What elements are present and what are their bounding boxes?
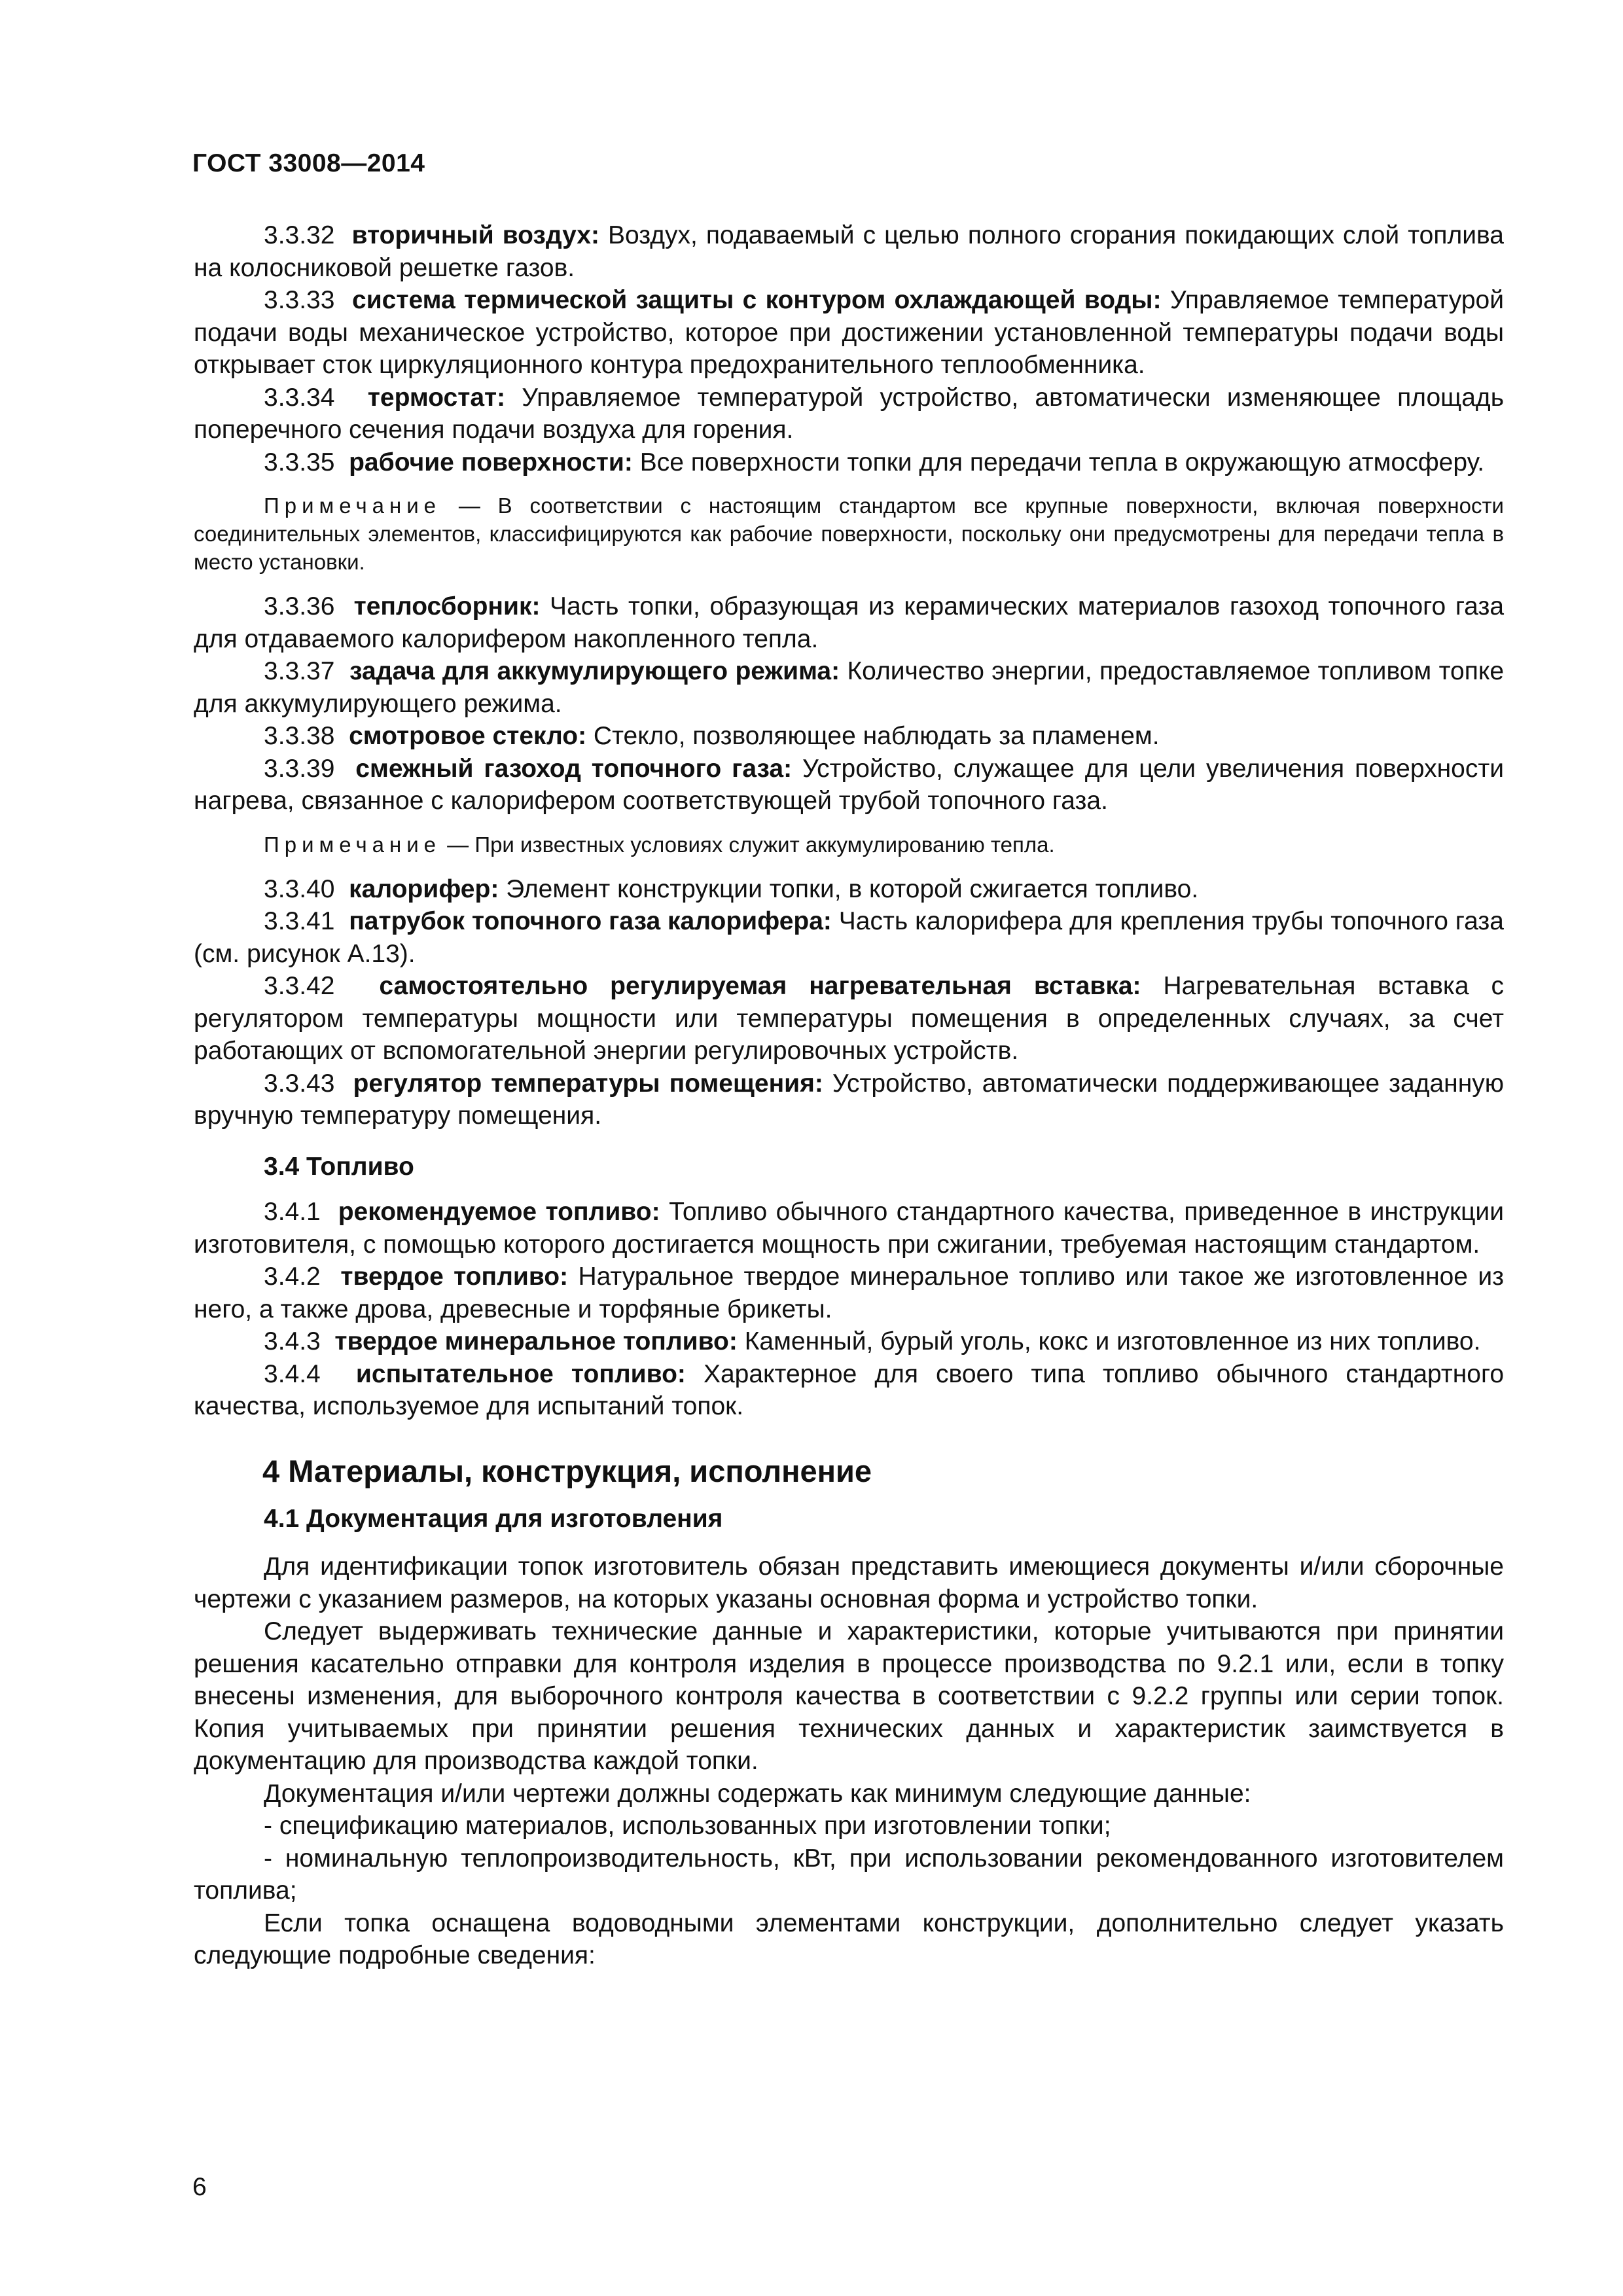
definition-3-3-35 (194, 446, 1504, 479)
def-term: испытательное топливо: (355, 1359, 686, 1388)
def-number: 3.3.34 (264, 383, 335, 412)
def-number: 3.4.3 (264, 1327, 321, 1355)
def-number: 3.3.42 (264, 972, 335, 1000)
list-item: - номинальную теплопроизводительность, кВт, при использовании рекомендованного изготовителем топлива; (194, 1844, 1504, 1905)
def-text: Характерное для своего типа топливо обычного стандартного качества, используемое для испытаний топок. (194, 1359, 1505, 1420)
def-text: Нагревательная вставка с регулятором температуры мощности или температуры помещения в определенных случаях, за счет работающих от вспомогательной энергии регулировочных устройств. (194, 972, 1505, 1065)
paragraph: Для идентификации топок изготовитель обязан представить имеющиеся документы и/или сборочные чертежи с указанием размеров, на которых указаны основная форма и устройство топки. (194, 1552, 1504, 1613)
definition-3-3-40 (194, 873, 1504, 906)
definition-3-3-39 (194, 753, 1504, 817)
def-number: 3.3.41 (264, 907, 335, 935)
note-working-surfaces (194, 492, 1504, 576)
def-number: 3.3.39 (264, 754, 335, 783)
def-number: 3.3.36 (264, 592, 335, 620)
def-term: регулятор температуры помещения: (353, 1069, 823, 1098)
section-heading-4-1: 4.1 Документация для изготовления (264, 1504, 723, 1533)
def-text: Воздух, подаваемый с целью полного сгорания покидающих слой топлива на колосниковой решетке газов. (194, 221, 1504, 282)
def-text: Стекло, позволяющее наблюдать за пламенем. (586, 722, 1160, 750)
note-heat-storage (194, 831, 1504, 859)
def-text: Управляемое температурой подачи воды механическое устройство, которое при достижении установленной температуры подачи воды открывает сток циркуляционного контура предохранительного теплообменника. (194, 286, 1505, 379)
definition-3-3-36 (194, 590, 1504, 655)
def-text: Элемент конструкции топки, в которой сжигается топливо. (499, 874, 1199, 903)
def-term: термостат: (367, 383, 506, 412)
definition-3-3-38 (194, 720, 1504, 753)
def-term: самостоятельно регулируемая нагревательная вставка: (379, 972, 1141, 1000)
def-number: 3.4.2 (264, 1263, 321, 1291)
document-body (194, 219, 1504, 1972)
def-term: задача для аккумулирующего режима: (349, 657, 840, 685)
def-term: твердое минеральное топливо: (334, 1327, 738, 1355)
def-number: 3.3.38 (264, 722, 335, 750)
definition-3-3-43 (194, 1067, 1504, 1132)
def-term: рекомендуемое топливо: (338, 1198, 660, 1226)
paragraph: Следует выдерживать технические данные и характеристики, которые учитываются при принятии решения касательно отправки для контроля изделия в процессе производства по 9.2.1 или, если в топку внесены изменения, для выборочного контроля качества в соответствии с 9.2.2 группы или серии топок. Копия учитываемых при принятии решения технических данных и характеристик заимствуется в документацию для производства каждой топки. (194, 1617, 1504, 1775)
paragraph: Документация и/или чертежи должны содержать как минимум следующие данные: (264, 1779, 1251, 1808)
definition-3-3-34 (194, 382, 1504, 446)
section-heading-4: 4 Материалы, конструкция, исполнение (262, 1453, 872, 1488)
section-heading-3-4: 3.4 Топливо (264, 1152, 414, 1181)
def-text: Каменный, бурый уголь, кокс и изготовленное из них топливо. (737, 1327, 1481, 1355)
def-text: Устройство, автоматически поддерживающее заданную вручную температуру помещения. (194, 1069, 1504, 1130)
definition-3-4-2 (194, 1261, 1504, 1325)
page-number: 6 (192, 2173, 207, 2201)
note-text: — При известных условиях служит аккумулированию тепла. (441, 832, 1055, 857)
note-label: Примечание (264, 832, 442, 857)
list-item: - спецификацию материалов, использованных при изготовлении топки; (264, 1812, 1111, 1840)
def-text: Устройство, служащее для цели увеличения поверхности нагрева, связанное с калорифером соответствующей трубой топочного газа. (194, 754, 1504, 815)
note-label: Примечание (264, 493, 442, 518)
def-text: Часть топки, образующая из керамических материалов газоход топочного газа для отдаваемого калорифером накопленного тепла. (194, 592, 1505, 653)
def-text: Часть калорифера для крепления трубы топочного газа (см. рисунок А.13). (194, 907, 1504, 968)
definition-3-3-33 (194, 284, 1504, 382)
definition-3-3-32 (194, 219, 1504, 284)
def-term: смотровое стекло: (349, 722, 587, 750)
def-number: 3.3.40 (264, 874, 335, 903)
def-term: твердое топливо: (340, 1263, 569, 1291)
def-number: 3.3.43 (264, 1069, 335, 1098)
definition-3-3-42 (194, 970, 1504, 1067)
definition-3-3-41 (194, 905, 1504, 970)
def-number: 3.3.37 (264, 657, 335, 685)
def-term: вторичный воздух: (351, 221, 599, 249)
paragraph: Если топка оснащена водоводными элементами конструкции, дополнительно следует указать следующие подробные сведения: (194, 1909, 1504, 1969)
def-term: теплосборник: (353, 592, 541, 620)
definition-3-4-1 (194, 1196, 1504, 1261)
def-term: патрубок топочного газа калорифера: (349, 907, 832, 935)
definition-3-3-37 (194, 655, 1504, 720)
definition-3-4-4 (194, 1358, 1504, 1423)
def-number: 3.3.35 (264, 448, 335, 476)
def-text: Все поверхности топки для передачи тепла в окружающую атмосферу. (632, 448, 1485, 476)
def-text: Количество энергии, предоставляемое топливом топке для аккумулирующего режима. (194, 657, 1505, 718)
def-term: рабочие поверхности: (349, 448, 633, 476)
def-number: 3.3.33 (264, 286, 335, 314)
def-term: калорифер: (349, 874, 499, 903)
def-term: смежный газоход топочного газа: (355, 754, 793, 783)
definition-3-4-3 (194, 1325, 1504, 1358)
def-text: Натуральное твердое минеральное топливо или такое же изготовленное из него, а также дрова, древесные и торфяные брикеты. (194, 1263, 1504, 1323)
document-code-header: ГОСТ 33008—2014 (192, 149, 425, 177)
def-text: Топливо обычного стандартного качества, приведенное в инструкции изготовителя, с помощью которого достигается мощность при сжигании, требуемая настоящим стандартом. (194, 1198, 1505, 1259)
def-number: 3.4.1 (264, 1198, 321, 1226)
def-number: 3.3.32 (264, 221, 335, 249)
def-term: система термической защиты с контуром охлаждающей воды: (352, 286, 1162, 314)
note-text: — В соответствии с настоящим стандартом все крупные поверхности, включая поверхности соединительных элементов, классифицируются как рабочие поверхности, поскольку они предусмотрены для передачи тепла в место установки. (194, 493, 1504, 574)
def-text: Управляемое температурой устройство, автоматически изменяющее площадь поперечного сечения подачи воздуха для горения. (194, 383, 1505, 444)
def-number: 3.4.4 (264, 1359, 321, 1388)
